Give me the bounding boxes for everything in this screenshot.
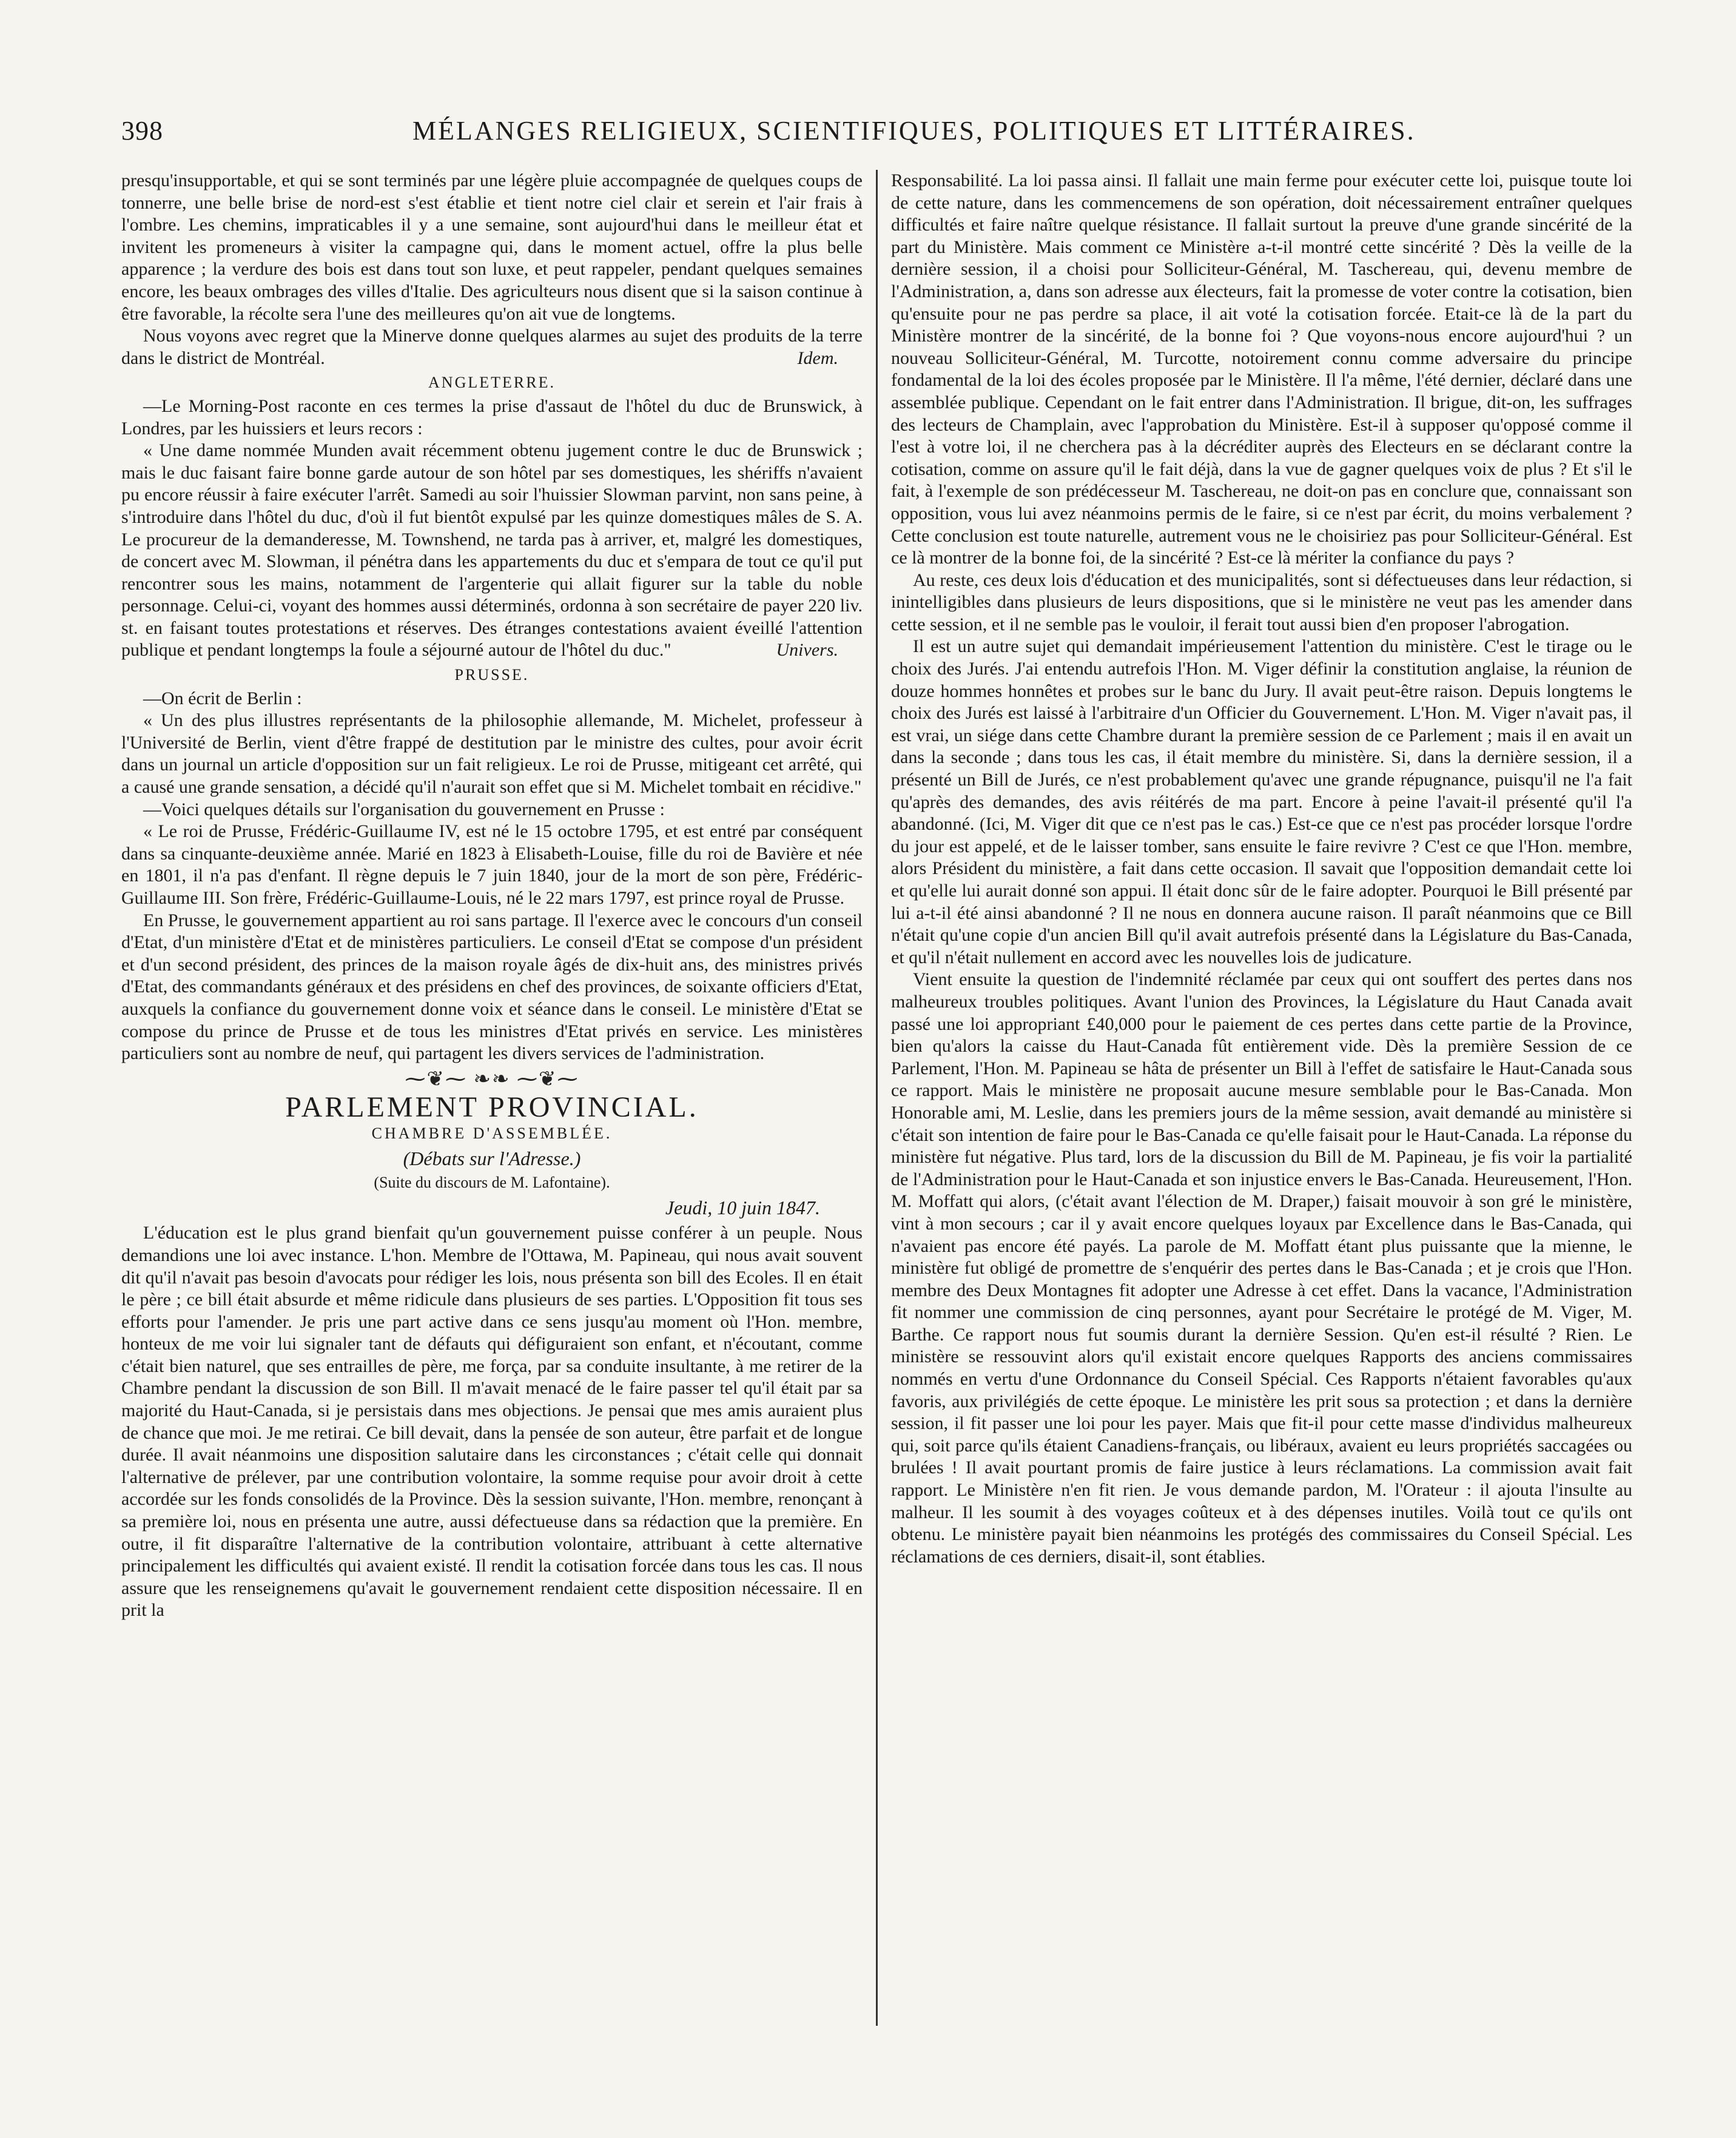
paragraph-text: Nous voyons avec regret que la Minerve donne quelques alarmes au sujet des produits de la terre dans le district de Montréal.: [121, 326, 863, 368]
section-heading-prusse: PRUSSE.: [454, 666, 530, 684]
article-paragraph: Au reste, ces deux lois d'éducation et des municipalités, sont si défectueuses dans leur rédaction, si inintelligibles dans plusieurs de leurs dispositions, que si le ministère ne veut pas les amender dans cette session, et il ne semble pas le vouloir, il ferait tout aussi bien d'en proposer l'abrogation.: [891, 570, 1632, 634]
article-paragraph: « Le roi de Prusse, Frédéric-Guillaume IV, est né le 15 octobre 1795, et est entré par conséquent dans sa cinquante-deuxième année. Marié en 1823 à Elisabeth-Louise, fille du roi de Bavière et née en 1801, il n'a pas d'enfant. Il règne depuis le 7 juin 1840, jour de la mort de son père, Frédéric-Guillaume III. Son frère, Frédéric-Guillaume-Louis, né le 22 mars 1797, est prince royal de Prusse.: [121, 821, 863, 908]
running-title: MÉLANGES RELIGIEUX, SCIENTIFIQUES, POLITIQUES ET LITTÉRAIRES.: [412, 116, 1416, 146]
article-paragraph: —On écrit de Berlin :: [143, 688, 302, 708]
paragraph-text: « Une dame nommée Munden avait récemment obtenu jugement contre le duc de Brunswick ; mais le duc faisant faire bonne garde autour de son hôtel par ses domestiques, les shériffs n'avaient pu encore réussir à faire exécuter l'arrêt. Samedi au soir l'huissier Slowman parvint, non sans peine, à s'introduire dans l'hôtel du duc, d'où il fut bientôt expulsé par les quinze domestiques mâles de S. A. Le procureur de la demanderesse, M. Townshend, ne tarda pas à arriver, et, malgré les domestiques, de concert avec M. Slowman, il pénétra dans les appartements du duc et s'empara de tout ce qu'il put rencontrer sous les mains, notamment de l'argenterie qui allait figurer sur la table du noble personnage. Celui-ci, voyant des hommes aussi déterminés, ordonna à son secrétaire de payer 220 liv. st. en faisant toutes protestations et réserves. Des étranges contestations avaient éveillé l'attention publique et pendant longtemps la foule a séjourné autour de l'hôtel du duc.": [121, 440, 863, 661]
source-signature: Univers.: [776, 640, 838, 661]
article-paragraph: presqu'insupportable, et qui se sont terminés par une légère pluie accompagnée de quelques coups de tonnerre, une belle brise de nord-est s'est établie et tient notre ciel clair et serein et l'air frais à l'ombre. Les chemins, impraticables il y a une semaine, sont aujourd'hui dans le meilleur état et invitent les promeneurs à visiter la campagne qui, dans le moment actuel, offre la plus belle apparence ; la verdure des bois est dans tout son luxe, et peut rappeler, pendant quelques semaines encore, les beaux ombrages des villes d'Italie. Des agriculteurs nous disent que si la saison continue à être favorable, la récolte sera l'une des meilleures qu'on ait vue de longtems.: [121, 170, 863, 324]
section-title: PARLEMENT PROVINCIAL.: [285, 1091, 699, 1124]
article-paragraph: —Le Morning-Post raconte en ces termes la prise d'assaut de l'hôtel du duc de Brunswick, à Londres, par les huissiers et leurs recors :: [121, 395, 863, 439]
section-heading-angleterre: ANGLETERRE.: [428, 374, 556, 392]
right-column: [891, 170, 1632, 2099]
left-column: [121, 170, 863, 2099]
section-subtitle: CHAMBRE D'ASSEMBLÉE.: [371, 1124, 613, 1142]
article-paragraph: [121, 440, 863, 662]
article-paragraph: —Voici quelques détails sur l'organisation du gouvernement en Prusse :: [143, 799, 665, 819]
date-line: Jeudi, 10 juin 1847.: [665, 1196, 820, 1219]
column-divider: [876, 170, 878, 2026]
article-paragraph: L'éducation est le plus grand bienfait qu'un gouvernement puisse conférer à un peuple. Nous demandions une loi avec instance. L'hon. Membre de l'Ottawa, M. Papineau, qui nous avait souvent dit qu'il n'avait pas besoin d'avocats pour rédiger les lois, nous présenta son bill des Ecoles. Il en était le père ; ce bill était absurde et même ridicule dans plusieurs de ses parties. L'Opposition fit tous ses efforts pour l'amender. Je pris une part active dans ce sens jusqu'au moment où l'Hon. membre, honteux de me voir lui signaler tant de défauts qui défiguraient son enfant, et n'écoutant, comme c'était bien naturel, que ses entrailles de père, me força, par sa conduite insultante, à me retirer de la Chambre pendant la discussion de son Bill. Il m'avait menacé de le faire passer tel qu'il était par sa majorité du Haut-Canada, si je persistais dans mes objections. Je pensai que mes amis auraient plus de chance que moi. Je me retirai. Ce bill devait, dans la pensée de son auteur, être parfait et de longue durée. Il avait néanmoins une disposition salutaire dans les circonstances ; c'était celle qui donnait l'alternative de prélever, par une contribution volontaire, la somme requise pour avoir droit à cette accordée sur les fonds consolidés de la Province. Dès la session suivante, l'Hon. membre, renonçant à sa première loi, nous en présenta une autre, aussi défectueuse dans sa rédaction que la première. En outre, il fit disparaître l'alternative de la contribution volontaire, attribuant à cette alternative principalement les difficultés qui avaient existé. Il rendit la cotisation forcée dans tous les cas. Il nous assure que les renseignemens qu'avait le gouvernement rendaient cette disposition nécessaire. Il en prit la: [121, 1223, 863, 1621]
article-paragraph: Il est un autre sujet qui demandait impérieusement l'attention du ministère. C'est le tirage ou le choix des Jurés. J'ai entendu autrefois l'Hon. M. Viger définir la constitution anglaise, la réunion de douze hommes honnêtes et probes sur le banc du Jury. Il avait peut-être raison. Depuis longtems le choix des Jurés est laissé à l'arbitraire d'un Officier du Gouvernement. L'Hon. M. Viger n'avait pas, il est vrai, un siége dans cette Chambre durant la première session de ce Parlement ; mais il en avait un dans la seconde ; dans tous les cas, il était membre du ministère. Si, dans la dernière session, il a présenté un Bill de Jurés, ce n'est probablement qu'avec une grande répugnance, puisqu'il ne l'a fait qu'après des demandes, des avis réitérés de ma part. Encore à peine l'avait-il présenté qu'il l'a abandonné. (Ici, M. Viger dit que ce n'est pas le cas.) Est-ce que ce n'est pas procéder lorsque l'ordre du jour est appelé, et de le laisser tomber, sans ensuite le faire revivre ? C'est ce que l'Hon. membre, alors Président du ministère, a fait dans cette occasion. Il savait que l'opposition demandait cette loi et qu'elle lui aurait donné son appui. Il était donc sûr de le faire adopter. Pourquoi le Bill présenté par lui a-t-il été ainsi abandonné ? Il ne nous en donnera aucune raison. Il paraît néanmoins que ce Bill n'était qu'une copie d'un ancien Bill qu'il avait autrefois présenté dans la Législature du Bas-Canada, et qu'il n'était nullement en accord avec les nouvelles lois de judicature.: [891, 636, 1632, 967]
article-paragraph: Responsabilité. La loi passa ainsi. Il fallait une main ferme pour exécuter cette loi, puisque toute loi de cette nature, dans les commencemens de son opération, doit nécessairement entraîner quelques difficultés et faire naître quelque résistance. Il fallait surtout la preuve d'une grande sincérité de la part du Ministère. Mais comment ce Ministère a-t-il montré cette sincérité ? Dès la veille de la dernière session, il a choisi pour Solliciteur-Général, M. Taschereau, qui, devenu membre de l'Administration, a, dans son adresse aux électeurs, fait la promesse de voter contre la cotisation, bien qu'ensuite pour ne pas perdre sa place, il ait voté la cotisation forcée. Etait-ce là de la part du Ministère montrer de la sincérité, de la bonne foi ? Que voyons-nous encore aujourd'hui ? un nouveau Solliciteur-Général, M. Turcotte, notoirement connu comme adversaire du principe fondamental de la loi des écoles proposée par le Ministère. Il l'a même, l'été dernier, déclaré dans une assemblée publique. Cependant on le fait entrer dans l'Administration. Il brigue, dit-on, les suffrages des lecteurs de Champlain, avec l'approbation du Ministère. Est-il à supposer qu'opposé comme il l'est à votre loi, il ne cherchera pas à la décréditer auprès des Electeurs en se déclarant contre la cotisation, comme on assure qu'il le fait déjà, dans la vue de gagner quelques voix de plus ? Et s'il le fait, à l'exemple de son prédécesseur M. Taschereau, ne doit-on pas en conclure que, connaissant son opposition, vous lui avez néanmoins permis de le faire, si ce n'est par écrit, du moins verbalement ? Cette conclusion est toute naturelle, autrement vous ne le choisiriez pas pour Solliciteur-Général. Est ce là montrer de la bonne foi, de la sincérité ? Est-ce là mériter la confiance du pays ?: [891, 170, 1632, 568]
article-paragraph: [121, 325, 863, 369]
page-number: 398: [121, 116, 163, 146]
article-paragraph: Vient ensuite la question de l'indemnité réclamée par ceux qui ont souffert des pertes dans nos malheureux troubles politiques. Avant l'union des Provinces, la Législature du Haut Canada avait passé une loi appropriant £40,000 pour le paiement de ces pertes dans cette partie de la Province, bien qu'alors la caisse du Haut-Canada fût entièrement vide. Dès la première Session de ce Parlement, l'Hon. M. Papineau se hâta de présenter un Bill à l'effet de satisfaire le Haut-Canada sous ce rapport. Mais le ministère ne proposait aucune mesure semblable pour le Bas-Canada. Mon Honorable ami, M. Leslie, dans les premiers jours de la même session, avait demandé au ministère si c'était son intention de faire pour le Bas-Canada ce qu'elle faisait pour le Haut-Canada. La réponse du ministère fut négative. Plus tard, lors de la discussion du Bill de M. Papineau, je fis voir la partialité de l'Administration pour le Haut-Canada et son injustice envers le Bas-Canada. Heureusement, l'Hon. M. Moffatt qui alors, (c'était avant l'élection de M. Draper,) faisait mouvoir à son gré le ministère, vint à mon secours ; car il y avait encore quelques loyaux par Excellence dans le Bas-Canada, qui n'avaient pas encore été payés. La parole de M. Moffatt étant plus puissante que la mienne, le ministère fut obligé de promettre de s'enquérir des pertes dans le Bas-Canada ; et je crois que l'Hon. membre des Deux Montagnes fit adopter une Adresse à cet effet. Dans la vacance, l'Administration fit nommer une commission de cinq personnes, ayant pour Secrétaire le protégé de M. Viger, M. Barthe. Ce rapport nous fut soumis durant la dernière Session. Qu'en est-il résulté ? Rien. Le ministère se ressouvint alors qu'il existait encore quelques Rapports des anciens commissaires nommés en vertu d'une Ordonnance du Conseil Spécial. Ces Rapports n'étaient favorables qu'aux favoris, aux privilégiés de cette époque. Le ministère les prit sous sa protection ; et dans la dernière session, il fit passer une loi pour les payer. Mais que fit-il pour cette masse d'individus malheureux qui, soit parce qu'ils étaient Canadiens-français, ou libéraux, avaient eu leurs propriétés saccagées ou brulées ! Il avait pourtant promis de faire justice à leurs réclamations. La commission avait fait rapport. Le Ministère n'en fit rien. Je vous demande pardon, M. l'Orateur : il ajouta l'insulte au malheur. Il les soumit à des voyages coûteux et à des dépenses inutiles. Voilà tout ce qu'ils ont obtenu. Le ministère payait bien néanmoins les protégés des commissaires du Conseil Spécial. Les réclamations de ces derniers, disait-il, sont établies.: [891, 969, 1632, 1567]
continuation-note: (Suite du discours de M. Lafontaine).: [374, 1174, 610, 1192]
ornament-divider: ⁓❦⁓ ❧❧ ⁓❦⁓: [405, 1067, 579, 1091]
page-header: [121, 115, 1694, 164]
article-paragraph: « Un des plus illustres représentants de la philosophie allemande, M. Michelet, professeur à l'Université de Berlin, vient d'être frappé de destitution par le ministre des cultes, pour avoir écrit dans un journal un article d'opposition sur un fait religieux. Le roi de Prusse, mitigeant cet arrêté, qui a causé une grande sensation, a décidé qu'il n'aurait son effet que si M. Michelet tombait en récidive.": [121, 710, 863, 798]
source-signature: Idem.: [797, 348, 838, 368]
debate-title: (Débats sur l'Adresse.): [403, 1147, 581, 1169]
article-paragraph: En Prusse, le gouvernement appartient au roi sans partage. Il l'exerce avec le concours d'un conseil d'Etat, d'un ministère d'Etat et de ministères particuliers. Le conseil d'Etat se compose d'un président et d'un second président, des princes de la maison royale âgés de dix-huit ans, des ministres privés d'Etat, des commandants généraux et des présidens en chef des provinces, de soixante officiers d'Etat, auxquels la confiance du gouvernement donne voix et séance dans le conseil. Le ministère d'Etat se compose du prince de Prusse et de tous les ministres d'Etat privés en service. Les ministères particuliers sont au nombre de neuf, qui partagent les divers services de l'administration.: [121, 910, 863, 1064]
text-columns: [121, 170, 1658, 2099]
